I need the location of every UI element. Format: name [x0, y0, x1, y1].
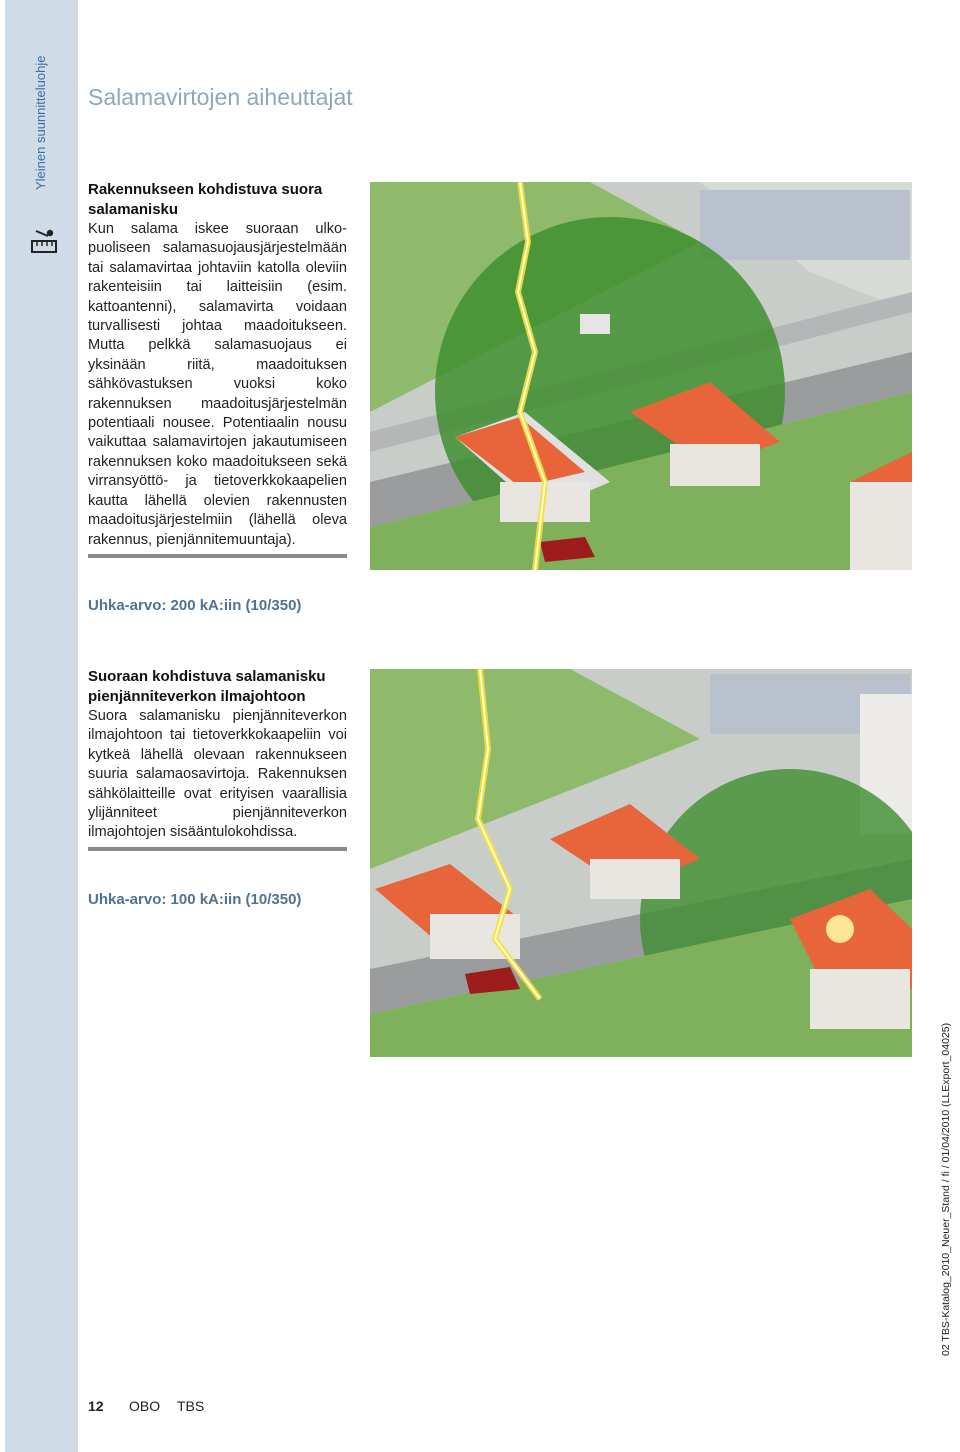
section-overhead-line-strike [88, 667, 347, 851]
sidebar-band [5, 0, 78, 1452]
threat-value: Uhka-arvo: 200 kA:iin (10/350) [88, 597, 302, 614]
lightning-strike-overhead-line-illustration [370, 669, 912, 1057]
footer-brand: OBO [129, 1398, 161, 1414]
lightning-strike-building-illustration [370, 182, 912, 570]
page-number: 12 [88, 1398, 104, 1414]
threat-value: Uhka-arvo: 100 kA:iin (10/350) [88, 891, 302, 908]
print-metadata: 02 TBS-Katalog_2010_Neuer_Stand / fi / 01/04/2010 (LLExport_04025) [940, 1022, 952, 1356]
section-divider [88, 847, 347, 851]
section-divider [88, 554, 347, 558]
footer-product: TBS [177, 1398, 205, 1414]
planning-ruler-icon [30, 228, 58, 254]
sidebar-label: Yleinen suunnitteluohje [33, 55, 48, 190]
page-title: Salamavirtojen aiheuttajat [88, 84, 353, 110]
section-body: Kun salama iskee suoraan ulkopuoliseen salamasuojausjärjestelmään tai salamavirtaa johtaviin katolla oleviin rakenteisiin tai laitteisiin (esim. kattoantenni), salamavirta voidaan turvallisesti johtaa maadoitukseen. Mutta pelkkä salamasuojaus ei yksinään riitä, maadoituksen sähkövastuksen vuoksi koko rakennuksen maadoitusjärjestelmän potentiaali nousee. Potentiaalin nousu vaikuttaa salamavirtojen jakautumiseen rakennuksen koko maadoitukseen sekä virransyöttö- ja tietoverkkokaapelien kautta lähellä olevien rakennusten maadoitusjärjestelmiin (lähellä oleva rakennus, pienjännitemuuntaja). [88, 221, 347, 548]
section-body: Suora salamanisku pienjänniteverkon ilmajohtoon tai tietoverkkokaapeliin voi kytkeä lähellä olevaan rakennukseen suuria salamaosavirtoja. Rakennuksen sähkölaitteille ovat erityisen vaarallisia ylijänniteet pienjänniteverkon ilmajohtojen sisääntulokohdissa. [88, 708, 347, 841]
section-direct-strike [88, 180, 347, 558]
section-heading: Suoraan kohdistuva salamanisku pienjänniteverkon ilmajohtoon [88, 668, 326, 705]
section-heading: Rakennukseen kohdistuva suora salamanisku [88, 181, 323, 218]
